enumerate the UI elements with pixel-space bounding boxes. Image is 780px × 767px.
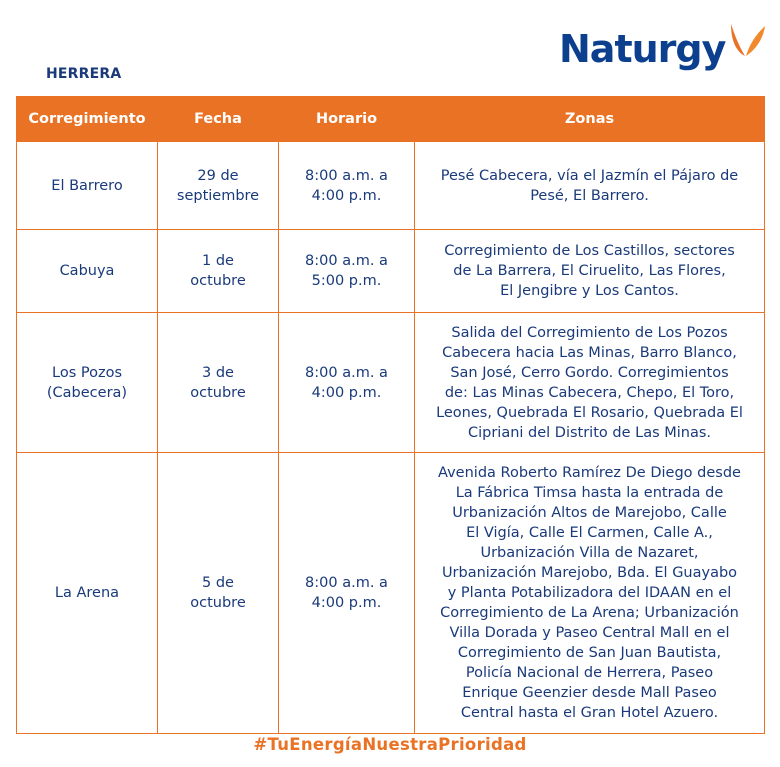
cell-line: 1 de xyxy=(202,253,234,269)
cell-line: La Fábrica Timsa hasta la entrada de xyxy=(455,485,724,501)
cell-line: El Jengibre y Los Cantos. xyxy=(500,283,679,299)
header-fecha: Fecha xyxy=(158,97,279,142)
cell-line: La Arena xyxy=(54,585,120,601)
cell-line: Pesé, El Barrero. xyxy=(530,187,649,204)
cell-line: Villa Dorada y Paseo Central Mall en el xyxy=(449,625,730,641)
cell-line: 29 de xyxy=(197,167,239,184)
cell-line: Cabuya xyxy=(59,263,115,279)
table-row xyxy=(17,453,765,734)
cell-corregimiento xyxy=(17,313,158,453)
header-zonas: Zonas xyxy=(415,97,765,142)
header-horario: Horario xyxy=(279,97,415,142)
cell-line: 8:00 a.m. a xyxy=(305,575,388,591)
cell-line: Corregimiento de San Juan Bautista, xyxy=(457,645,722,661)
cell-line: Leones, Quebrada El Rosario, Quebrada El xyxy=(436,404,743,421)
cell-corregimiento xyxy=(17,453,158,734)
cell-line: octubre xyxy=(190,273,246,289)
cell-fecha xyxy=(158,313,279,453)
region-title: HERRERA xyxy=(46,66,122,82)
cell-line: San José, Cerro Gordo. Corregimientos xyxy=(450,364,729,381)
cell-line: 4:00 p.m. xyxy=(311,595,382,611)
cell-line: Urbanización Marejobo, Bda. El Guayabo xyxy=(441,565,738,581)
cell-line: Corregimiento de La Arena; Urbanización xyxy=(440,605,739,621)
cell-line: Urbanización Villa de Nazaret, xyxy=(480,545,699,561)
table-row xyxy=(17,313,765,453)
table-header-row xyxy=(17,97,765,142)
cell-line: Avenida Roberto Ramírez De Diego desde xyxy=(438,465,741,481)
header-corregimiento: Corregimiento xyxy=(17,97,158,142)
cell-corregimiento xyxy=(17,230,158,313)
cell-line: 5:00 p.m. xyxy=(311,273,382,289)
cell-line: 4:00 p.m. xyxy=(311,384,382,401)
table-row xyxy=(17,142,765,230)
cell-line: Corregimiento de Los Castillos, sectores xyxy=(444,243,735,259)
cell-line: 8:00 a.m. a xyxy=(305,167,388,184)
cell-line: 8:00 a.m. a xyxy=(305,253,388,269)
cell-line: de: Las Minas Cabecera, Chepo, El Toro, xyxy=(444,384,735,401)
cell-horario xyxy=(279,142,415,230)
cell-line: Urbanización Altos de Marejobo, Calle xyxy=(452,505,727,521)
cell-line: Policía Nacional de Herrera, Paseo xyxy=(465,665,714,681)
cell-fecha xyxy=(158,142,279,230)
cell-line: Enrique Geenzier desde Mall Paseo xyxy=(462,685,717,701)
cell-line: Cipriani del Distrito de Las Minas. xyxy=(467,424,712,441)
cell-line: octubre xyxy=(190,384,246,401)
cell-fecha xyxy=(158,230,279,313)
cell-line: Los Pozos xyxy=(52,364,122,381)
cell-fecha xyxy=(158,453,279,734)
cell-horario xyxy=(279,453,415,734)
cell-line: 3 de xyxy=(202,364,234,381)
cell-line: 4:00 p.m. xyxy=(311,187,382,204)
cell-zonas xyxy=(415,313,765,453)
cell-horario xyxy=(279,313,415,453)
cell-horario xyxy=(279,230,415,313)
butterfly-icon xyxy=(725,22,767,66)
cell-line: octubre xyxy=(190,595,246,611)
cell-line: 8:00 a.m. a xyxy=(305,364,388,381)
brand-name: Naturgy xyxy=(559,27,726,71)
cell-line: El Barrero xyxy=(51,177,123,194)
schedule-table xyxy=(16,96,765,734)
campaign-hashtag: #TuEnergíaNuestraPrioridad xyxy=(253,735,527,754)
cell-line: y Planta Potabilizadora del IDAAN en el xyxy=(447,585,732,601)
cell-corregimiento xyxy=(17,142,158,230)
cell-line: El Vigía, Calle El Carmen, Calle A., xyxy=(466,525,713,541)
cell-zonas xyxy=(415,230,765,313)
cell-line: 5 de xyxy=(202,575,234,591)
cell-line: Cabecera hacia Las Minas, Barro Blanco, xyxy=(442,344,737,361)
naturgy-logo xyxy=(559,22,769,82)
cell-line: septiembre xyxy=(176,187,260,204)
cell-line: Salida del Corregimiento de Los Pozos xyxy=(451,324,728,341)
cell-line: Pesé Cabecera, vía el Jazmín el Pájaro de xyxy=(440,167,739,184)
cell-zonas xyxy=(415,142,765,230)
cell-line: de La Barrera, El Ciruelito, Las Flores, xyxy=(453,263,726,279)
table-row xyxy=(17,230,765,313)
cell-line: (Cabecera) xyxy=(46,384,128,401)
cell-zonas xyxy=(415,453,765,734)
cell-line: Central hasta el Gran Hotel Azuero. xyxy=(460,705,719,721)
